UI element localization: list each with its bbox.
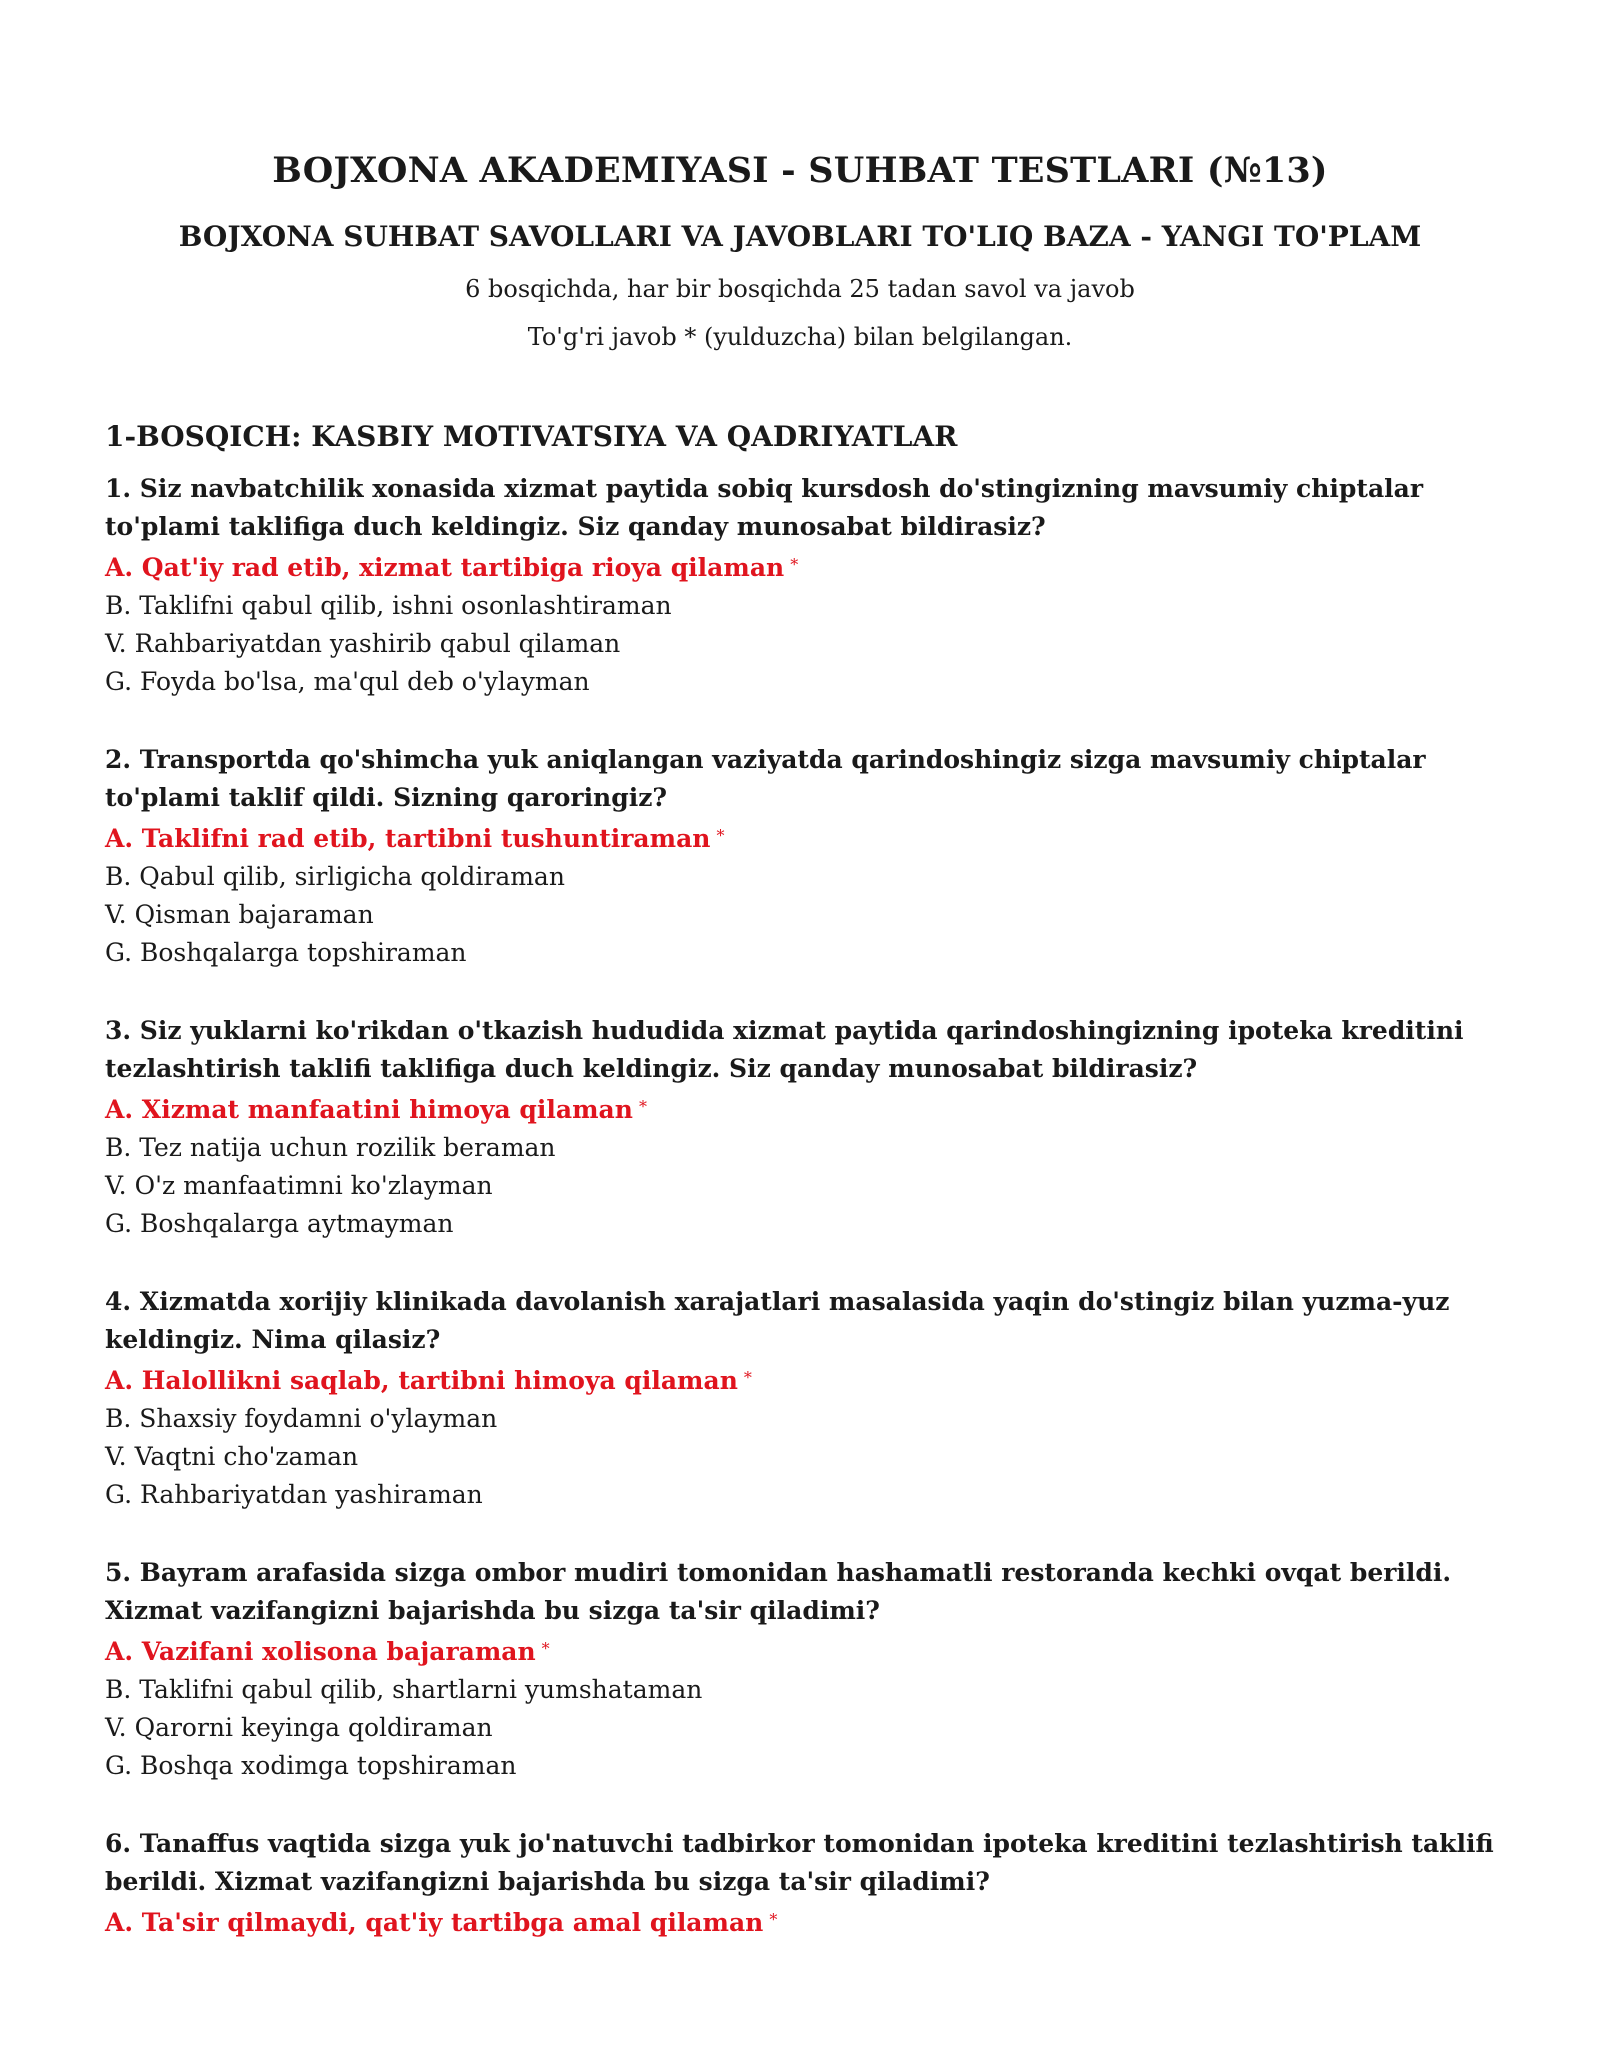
answer-option-label: G. Boshqa xodimga topshiraman: [105, 1751, 517, 1780]
answer-option-label: B. Tez natija uchun rozilik beraman: [105, 1133, 556, 1162]
question-item: [105, 1554, 1505, 1785]
correct-answer-star-marker: *: [769, 1910, 778, 1929]
answer-option-label: B. Taklifni qabul qilib, shartlarni yumshataman: [105, 1675, 703, 1704]
question-item: [105, 741, 1505, 972]
answer-option: [105, 1129, 1505, 1167]
intro-note-correct-answer: To'g'ri javob * (yulduzcha) bilan belgilangan.: [527, 323, 1073, 351]
correct-answer-star-marker: *: [790, 555, 799, 574]
answer-option: [105, 1400, 1505, 1438]
section-heading: 1-BOSQICH: KASBIY MOTIVATSIYA VA QADRIYATLAR: [105, 420, 958, 453]
answer-option: [105, 1709, 1505, 1747]
question-text: 6. Tanaffus vaqtida sizga yuk jo'natuvchi tadbirkor tomonidan ipoteka kreditini tezlashtirish taklifi berildi. Xizmat vazifangizni bajarishda bu sizga ta'sir qiladimi?: [105, 1829, 1494, 1896]
answer-option-correct: [105, 1088, 1505, 1129]
answer-option-correct: [105, 1359, 1505, 1400]
answer-option-correct: [105, 1630, 1505, 1671]
answer-option: [105, 1167, 1505, 1205]
intro-note-stages: 6 bosqichda, har bir bosqichda 25 tadan savol va javob: [465, 275, 1135, 303]
document-subtitle: BOJXONA SUHBAT SAVOLLARI VA JAVOBLARI TO'LIQ BAZA - YANGI TO'PLAM: [178, 220, 1422, 253]
document-title: BOJXONA AKADEMIYASI - SUHBAT TESTLARI (№13): [272, 150, 1328, 191]
answer-option-label: G. Boshqalarga aytmayman: [105, 1209, 454, 1238]
answer-option-label: V. Qarorni keyinga qoldiraman: [105, 1713, 493, 1742]
answer-option-label: B. Shaxsiy foydamni o'ylayman: [105, 1404, 498, 1433]
answer-option-label: A. Qat'iy rad etib, xizmat tartibiga rioya qilaman: [105, 553, 785, 582]
answer-option: [105, 858, 1505, 896]
answer-option-label: B. Qabul qilib, sirligicha qoldiraman: [105, 862, 565, 891]
answer-option: [105, 625, 1505, 663]
question-text: 5. Bayram arafasida sizga ombor mudiri tomonidan hashamatli restoranda kechki ovqat berildi. Xizmat vazifangizni bajarishda bu sizga ta'sir qiladimi?: [105, 1558, 1452, 1625]
question-list: [105, 470, 1505, 1982]
answer-option: [105, 1747, 1505, 1785]
answer-option-label: A. Halollikni saqlab, tartibni himoya qilaman: [105, 1366, 738, 1395]
answer-option-label: A. Vazifani xolisona bajaraman: [105, 1637, 536, 1666]
question-text: 3. Siz yuklarni ko'rikdan o'tkazish hududida xizmat paytida qarindoshingizning ipoteka kreditini tezlashtirish taklifi taklifiga duch keldingiz. Siz qanday munosabat bildirasiz?: [105, 1016, 1464, 1083]
answer-option: [105, 1205, 1505, 1243]
answer-option: [105, 663, 1505, 701]
answer-option-label: G. Rahbariyatdan yashiraman: [105, 1480, 483, 1509]
question-item: [105, 1825, 1505, 1942]
question-text: 4. Xizmatda xorijiy klinikada davolanish xarajatlari masalasida yaqin do'stingiz bilan yuzma-yuz keldingiz. Nima qilasiz?: [105, 1287, 1450, 1354]
answer-option-label: A. Taklifni rad etib, tartibni tushuntiraman: [105, 824, 711, 853]
question-item: [105, 1283, 1505, 1514]
answer-option-label: G. Boshqalarga topshiraman: [105, 938, 467, 967]
answer-option-label: A. Xizmat manfaatini himoya qilaman: [105, 1095, 633, 1124]
answer-option-label: V. Qisman bajaraman: [105, 900, 374, 929]
answer-option: [105, 1671, 1505, 1709]
correct-answer-star-marker: *: [638, 1097, 647, 1116]
answer-option-label: V. Vaqtni cho'zaman: [105, 1442, 359, 1471]
question-text: 1. Siz navbatchilik xonasida xizmat paytida sobiq kursdosh do'stingizning mavsumiy chiptalar to'plami taklifiga duch keldingiz. Siz qanday munosabat bildirasiz?: [105, 474, 1424, 541]
answer-option: [105, 587, 1505, 625]
question-item: [105, 1012, 1505, 1243]
answer-option-label: G. Foyda bo'lsa, ma'qul deb o'ylayman: [105, 667, 590, 696]
question-item: [105, 470, 1505, 701]
answer-option-correct: [105, 1901, 1505, 1942]
answer-option-label: V. Rahbariyatdan yashirib qabul qilaman: [105, 629, 621, 658]
answer-option: [105, 896, 1505, 934]
answer-option-label: A. Ta'sir qilmaydi, qat'iy tartibga amal qilaman: [105, 1908, 764, 1937]
answer-option-label: V. O'z manfaatimni ko'zlayman: [105, 1171, 493, 1200]
answer-option: [105, 1476, 1505, 1514]
correct-answer-star-marker: *: [716, 826, 725, 845]
answer-option-label: B. Taklifni qabul qilib, ishni osonlashtiraman: [105, 591, 672, 620]
answer-option-correct: [105, 817, 1505, 858]
answer-option: [105, 1438, 1505, 1476]
answer-option-correct: [105, 546, 1505, 587]
correct-answer-star-marker: *: [541, 1639, 550, 1658]
answer-option: [105, 934, 1505, 972]
correct-answer-star-marker: *: [743, 1368, 752, 1387]
question-text: 2. Transportda qo'shimcha yuk aniqlangan vaziyatda qarindoshingiz sizga mavsumiy chiptalar to'plami taklif qildi. Sizning qaroringiz?: [105, 745, 1426, 812]
